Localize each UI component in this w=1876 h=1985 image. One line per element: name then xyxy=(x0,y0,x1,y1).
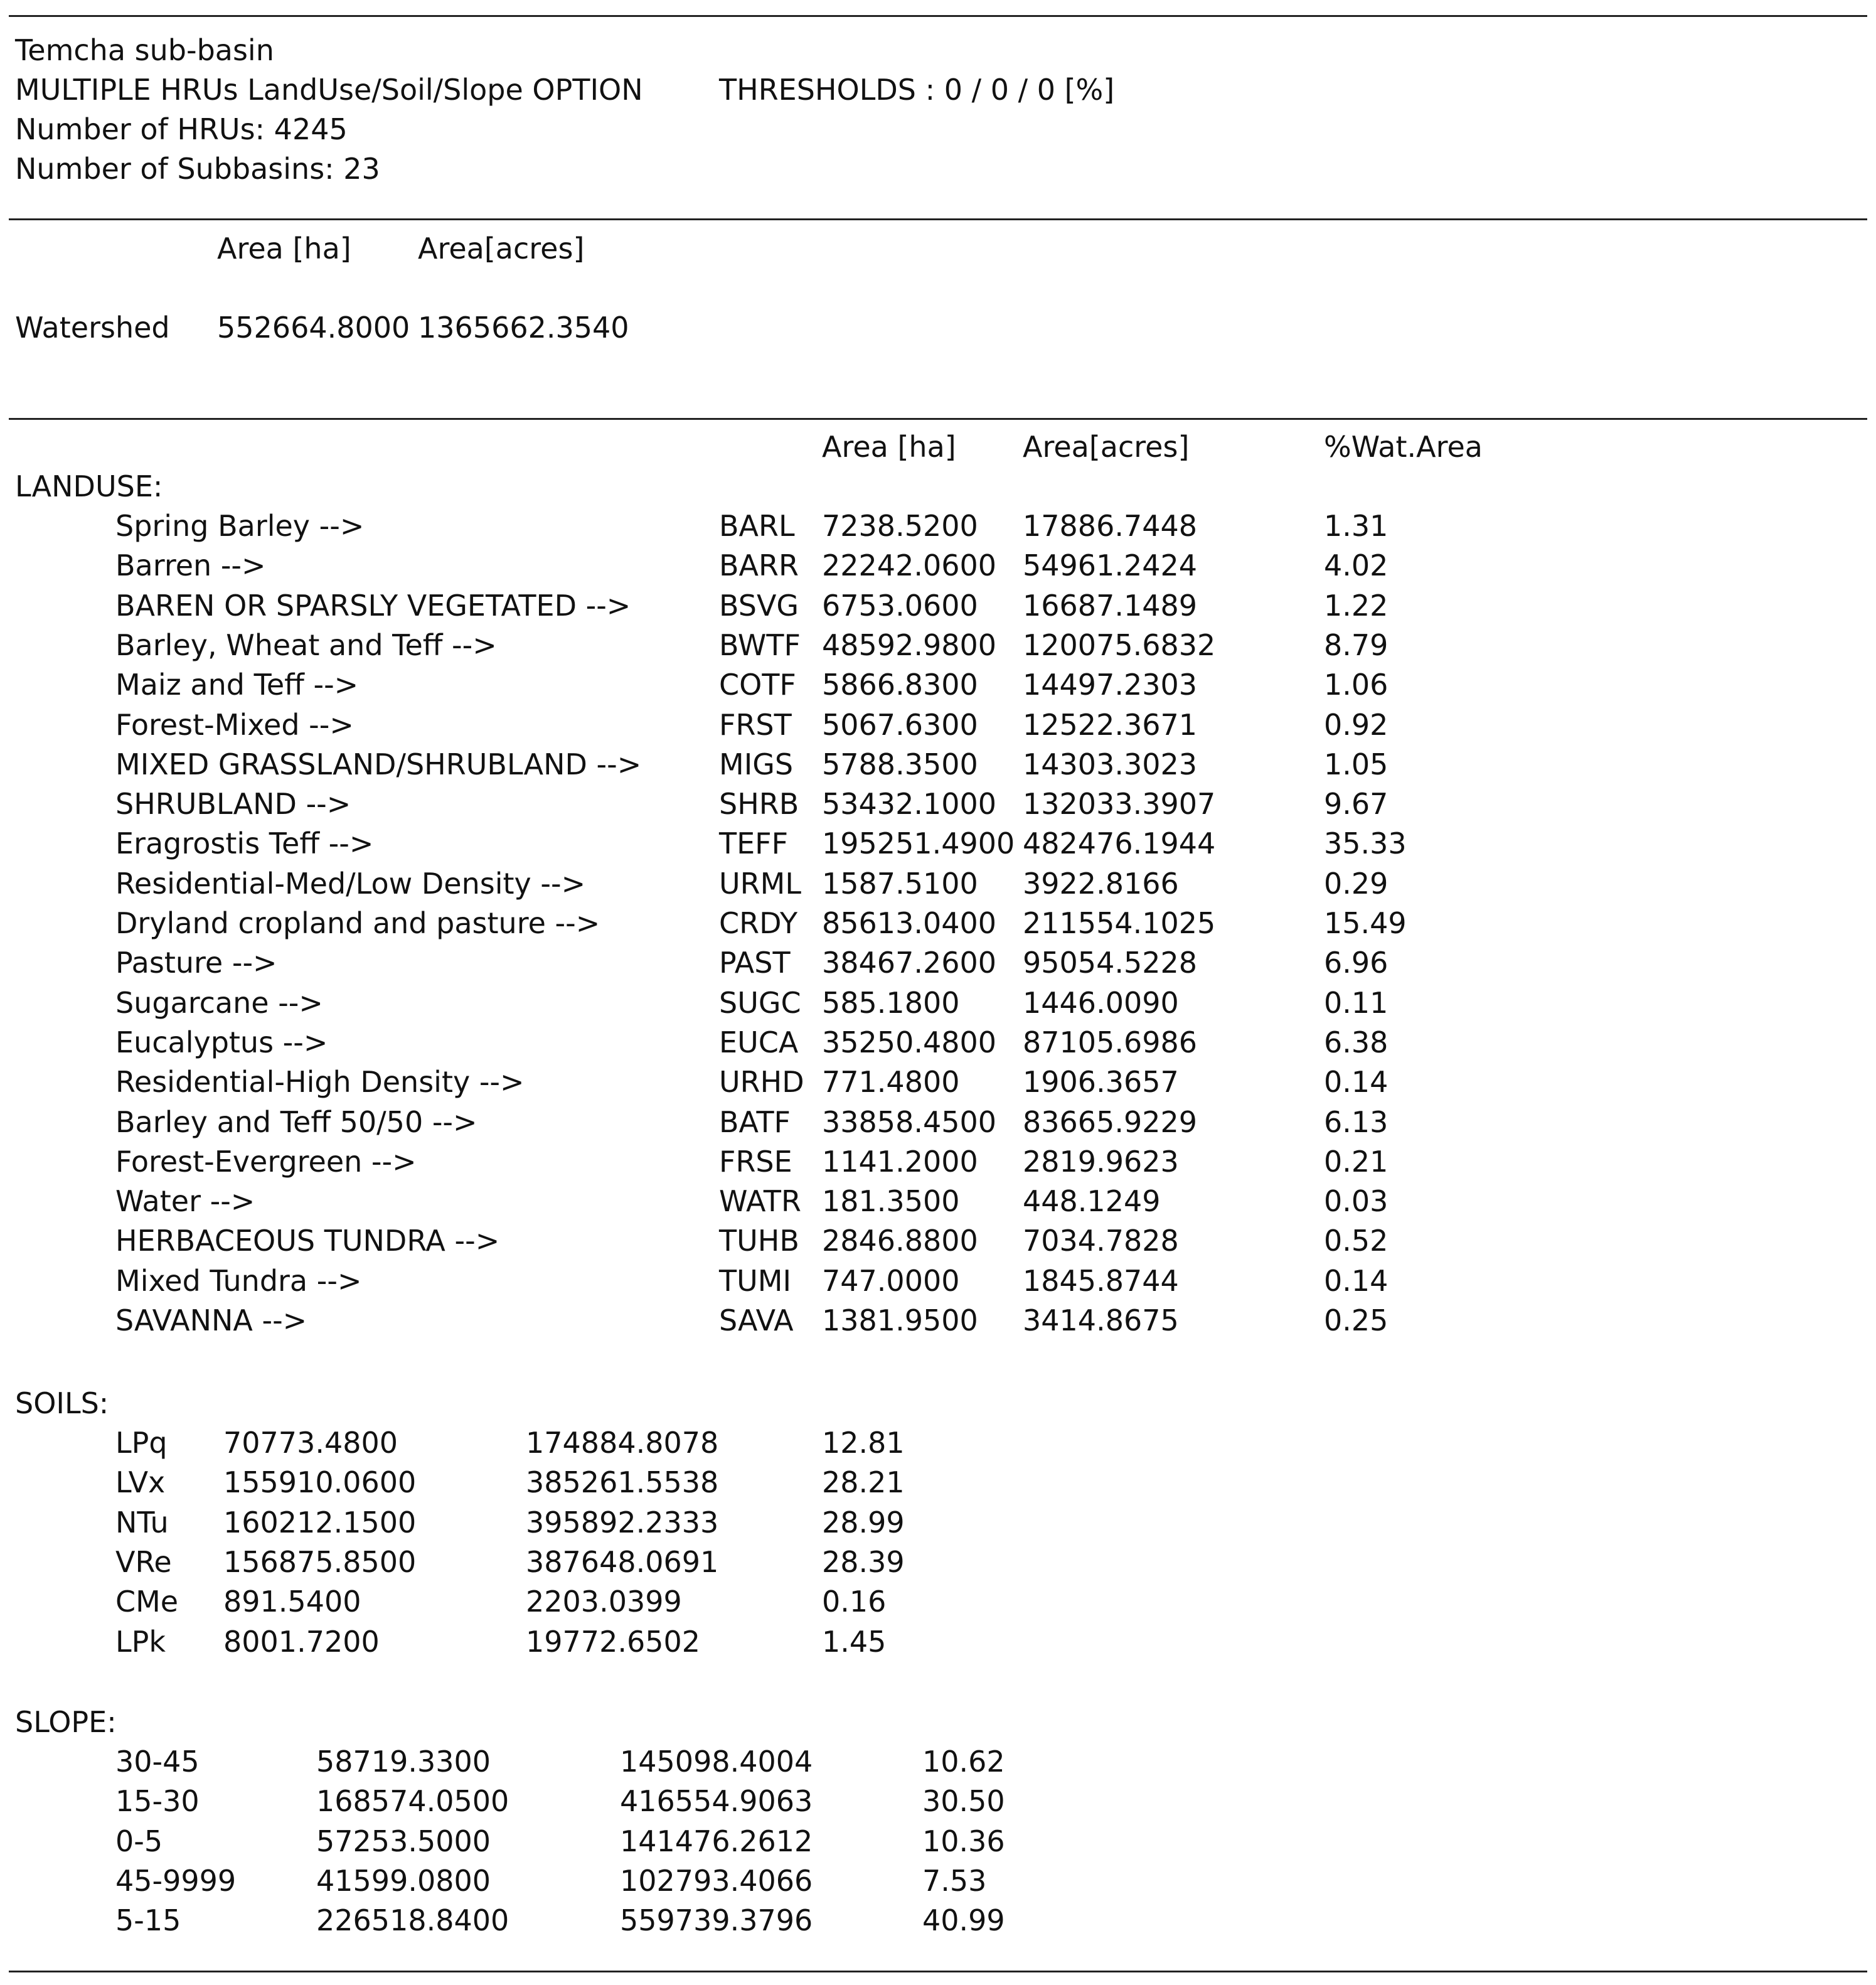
soils-area-acres: 387648.0691 xyxy=(526,1544,719,1579)
landuse-wat-area-pct: 15.49 xyxy=(1324,906,1407,940)
landuse-landuse-name: MIXED GRASSLAND/SHRUBLAND --> xyxy=(115,747,642,781)
divider xyxy=(9,218,1867,220)
soils-soil-name: CMe xyxy=(115,1585,179,1619)
landuse-landuse-code: FRST xyxy=(719,707,792,742)
landuse-wat-area-pct: 0.14 xyxy=(1324,1263,1388,1298)
landuse-area-ha: 585.1800 xyxy=(822,985,960,1020)
landuse-area-ha: 1587.5100 xyxy=(822,866,978,901)
slope-wat-area-pct: 40.99 xyxy=(922,1903,1005,1938)
landuse-landuse-code: TUHB xyxy=(719,1224,799,1258)
soils-soil-name: NTu xyxy=(115,1505,169,1539)
slope-wat-area-pct: 7.53 xyxy=(922,1863,987,1898)
landuse-wat-area-pct: 8.79 xyxy=(1324,628,1388,662)
landuse-area-ha: 38467.2600 xyxy=(822,946,997,980)
landuse-landuse-code: BARL xyxy=(719,509,795,543)
hru-option: MULTIPLE HRUs LandUse/Soil/Slope OPTION xyxy=(15,73,643,107)
landuse-wat-area-pct: 6.13 xyxy=(1324,1105,1388,1139)
landuse-landuse-code: URHD xyxy=(719,1065,804,1100)
landuse-wat-area-pct: 0.29 xyxy=(1324,866,1388,901)
soils-area-acres: 19772.6502 xyxy=(526,1624,701,1659)
landuse-area-ha: 6753.0600 xyxy=(822,588,978,623)
landuse-landuse-code: COTF xyxy=(719,668,796,702)
landuse-landuse-name: Eragrostis Teff --> xyxy=(115,827,374,861)
landuse-landuse-name: Dryland cropland and pasture --> xyxy=(115,906,600,940)
slope-area-ha: 168574.0500 xyxy=(316,1784,509,1819)
slope-area-ha: 57253.5000 xyxy=(316,1824,491,1858)
landuse-landuse-name: HERBACEOUS TUNDRA --> xyxy=(115,1224,500,1258)
landuse-area-ha: 1141.2000 xyxy=(822,1144,978,1179)
landuse-wat-area-pct: 0.14 xyxy=(1324,1065,1388,1100)
slope-slope-class: 30-45 xyxy=(115,1745,200,1779)
landuse-area-ha: 7238.5200 xyxy=(822,509,978,543)
soils-soil-name: LPq xyxy=(115,1426,168,1460)
landuse-landuse-name: Sugarcane --> xyxy=(115,985,323,1020)
landuse-landuse-name: Residential-Med/Low Density --> xyxy=(115,866,586,901)
landuse-area-acres: 7034.7828 xyxy=(1023,1224,1179,1258)
landuse-wat-area-pct: 35.33 xyxy=(1324,827,1407,861)
soils-wat-area-pct: 28.21 xyxy=(822,1465,905,1500)
landuse-landuse-code: SAVA xyxy=(719,1303,794,1337)
landuse-landuse-code: BSVG xyxy=(719,588,799,623)
landuse-area-acres: 211554.1025 xyxy=(1023,906,1216,940)
landuse-landuse-code: TUMI xyxy=(719,1263,792,1298)
slope-area-ha: 226518.8400 xyxy=(316,1903,509,1938)
landuse-area-acres: 120075.6832 xyxy=(1023,628,1216,662)
landuse-area-acres: 1845.8744 xyxy=(1023,1263,1179,1298)
landuse-area-acres: 448.1249 xyxy=(1023,1184,1161,1219)
landuse-landuse-name: Barley and Teff 50/50 --> xyxy=(115,1105,477,1139)
landuse-wat-area-pct: 1.05 xyxy=(1324,747,1388,781)
landuse-area-ha: 195251.4900 xyxy=(822,827,1015,861)
soils-area-ha: 891.5400 xyxy=(223,1585,361,1619)
landuse-area-ha: 53432.1000 xyxy=(822,787,997,821)
soils-soil-name: LVx xyxy=(115,1465,166,1500)
landuse-wat-area-pct: 9.67 xyxy=(1324,787,1388,821)
landuse-landuse-name: Mixed Tundra --> xyxy=(115,1263,362,1298)
soils-wat-area-pct: 12.81 xyxy=(822,1426,905,1460)
divider xyxy=(9,15,1867,17)
landuse-area-ha: 48592.9800 xyxy=(822,628,997,662)
slope-slope-class: 15-30 xyxy=(115,1784,200,1819)
slope-heading: SLOPE: xyxy=(15,1705,117,1739)
landuse-area-ha: 33858.4500 xyxy=(822,1105,997,1139)
landuse-wat-area-pct: 0.52 xyxy=(1324,1224,1388,1258)
landuse-landuse-code: BWTF xyxy=(719,628,801,662)
slope-area-acres: 141476.2612 xyxy=(620,1824,813,1858)
slope-area-ha: 41599.0800 xyxy=(316,1863,491,1898)
hru-count: Number of HRUs: 4245 xyxy=(15,112,348,146)
landuse-wat-area-pct: 1.06 xyxy=(1324,668,1388,702)
landuse-heading: LANDUSE: xyxy=(15,469,163,503)
landuse-area-ha: 35250.4800 xyxy=(822,1025,997,1059)
landuse-landuse-name: Barley, Wheat and Teff --> xyxy=(115,628,497,662)
soils-area-ha: 160212.1500 xyxy=(223,1505,417,1539)
divider xyxy=(9,1971,1867,1972)
soils-soil-name: VRe xyxy=(115,1544,172,1579)
landuse-area-acres: 95054.5228 xyxy=(1023,946,1198,980)
slope-area-acres: 559739.3796 xyxy=(620,1903,813,1938)
thresholds: THRESHOLDS : 0 / 0 / 0 [%] xyxy=(719,73,1115,107)
soils-area-acres: 174884.8078 xyxy=(526,1426,719,1460)
slope-area-acres: 145098.4004 xyxy=(620,1745,813,1779)
landuse-area-acres: 2819.9623 xyxy=(1023,1144,1179,1179)
soils-wat-area-pct: 28.99 xyxy=(822,1505,905,1539)
landuse-area-ha: 5866.8300 xyxy=(822,668,978,702)
landuse-wat-area-pct: 0.03 xyxy=(1324,1184,1388,1219)
watershed-area-ha: 552664.8000 xyxy=(217,311,410,345)
landuse-landuse-code: URML xyxy=(719,866,801,901)
soils-area-ha: 8001.7200 xyxy=(223,1624,380,1659)
soils-area-acres: 2203.0399 xyxy=(526,1585,682,1619)
landuse-wat-area-pct: 0.11 xyxy=(1324,985,1388,1020)
landuse-wat-area-pct: 4.02 xyxy=(1324,548,1388,583)
landuse-landuse-name: SHRUBLAND --> xyxy=(115,787,351,821)
col-area-ha: Area [ha] xyxy=(822,430,956,464)
landuse-wat-area-pct: 0.21 xyxy=(1324,1144,1388,1179)
landuse-area-ha: 181.3500 xyxy=(822,1184,960,1219)
soils-heading: SOILS: xyxy=(15,1386,109,1420)
landuse-area-acres: 1446.0090 xyxy=(1023,985,1179,1020)
landuse-area-ha: 85613.0400 xyxy=(822,906,997,940)
landuse-wat-area-pct: 0.25 xyxy=(1324,1303,1388,1337)
watershed-area-acres: 1365662.3540 xyxy=(418,311,629,345)
landuse-landuse-code: TEFF xyxy=(719,827,789,861)
landuse-landuse-name: Forest-Mixed --> xyxy=(115,707,354,742)
landuse-area-acres: 3922.8166 xyxy=(1023,866,1179,901)
landuse-area-acres: 14497.2303 xyxy=(1023,668,1198,702)
landuse-area-ha: 5788.3500 xyxy=(822,747,978,781)
soils-wat-area-pct: 1.45 xyxy=(822,1624,887,1659)
landuse-landuse-code: CRDY xyxy=(719,906,798,940)
landuse-landuse-name: Maiz and Teff --> xyxy=(115,668,359,702)
landuse-landuse-code: BARR xyxy=(719,548,799,583)
col-area-acres: Area[acres] xyxy=(1023,430,1190,464)
landuse-landuse-code: FRSE xyxy=(719,1144,792,1179)
landuse-area-acres: 17886.7448 xyxy=(1023,509,1198,543)
col-area-ha: Area [ha] xyxy=(217,232,351,265)
soils-area-ha: 156875.8500 xyxy=(223,1544,417,1579)
divider xyxy=(9,418,1867,420)
slope-slope-class: 0-5 xyxy=(115,1824,163,1858)
slope-area-ha: 58719.3300 xyxy=(316,1745,491,1779)
landuse-landuse-name: Spring Barley --> xyxy=(115,509,365,543)
landuse-wat-area-pct: 1.31 xyxy=(1324,509,1388,543)
landuse-area-ha: 22242.0600 xyxy=(822,548,997,583)
landuse-landuse-code: EUCA xyxy=(719,1025,799,1059)
landuse-wat-area-pct: 6.96 xyxy=(1324,946,1388,980)
soils-wat-area-pct: 28.39 xyxy=(822,1544,905,1579)
landuse-landuse-name: SAVANNA --> xyxy=(115,1303,307,1337)
landuse-area-ha: 5067.6300 xyxy=(822,707,978,742)
col-area-acres: Area[acres] xyxy=(418,232,585,265)
soils-soil-name: LPk xyxy=(115,1624,166,1659)
landuse-area-acres: 3414.8675 xyxy=(1023,1303,1179,1337)
landuse-landuse-code: SHRB xyxy=(719,787,799,821)
landuse-landuse-name: Residential-High Density --> xyxy=(115,1065,525,1100)
landuse-landuse-name: Pasture --> xyxy=(115,946,277,980)
landuse-area-ha: 1381.9500 xyxy=(822,1303,978,1337)
landuse-landuse-name: Barren --> xyxy=(115,548,266,583)
watershed-label: Watershed xyxy=(15,311,170,345)
slope-wat-area-pct: 10.36 xyxy=(922,1824,1005,1858)
slope-area-acres: 102793.4066 xyxy=(620,1863,813,1898)
col-wat-area-pct: %Wat.Area xyxy=(1324,430,1483,464)
landuse-area-acres: 132033.3907 xyxy=(1023,787,1216,821)
landuse-landuse-code: SUGC xyxy=(719,985,801,1020)
landuse-landuse-code: PAST xyxy=(719,946,791,980)
landuse-area-ha: 747.0000 xyxy=(822,1263,960,1298)
landuse-area-acres: 12522.3671 xyxy=(1023,707,1198,742)
soils-area-acres: 395892.2333 xyxy=(526,1505,719,1539)
landuse-wat-area-pct: 0.92 xyxy=(1324,707,1388,742)
landuse-area-acres: 1906.3657 xyxy=(1023,1065,1179,1100)
slope-wat-area-pct: 30.50 xyxy=(922,1784,1005,1819)
slope-wat-area-pct: 10.62 xyxy=(922,1745,1005,1779)
soils-area-ha: 70773.4800 xyxy=(223,1426,398,1460)
landuse-landuse-name: Eucalyptus --> xyxy=(115,1025,328,1059)
landuse-area-ha: 2846.8800 xyxy=(822,1224,978,1258)
landuse-area-acres: 482476.1944 xyxy=(1023,827,1216,861)
landuse-area-acres: 83665.9229 xyxy=(1023,1105,1198,1139)
landuse-area-acres: 16687.1489 xyxy=(1023,588,1198,623)
slope-slope-class: 45-9999 xyxy=(115,1863,237,1898)
landuse-wat-area-pct: 1.22 xyxy=(1324,588,1388,623)
slope-area-acres: 416554.9063 xyxy=(620,1784,813,1819)
landuse-landuse-name: Water --> xyxy=(115,1184,255,1219)
soils-area-acres: 385261.5538 xyxy=(526,1465,719,1500)
landuse-landuse-name: BAREN OR SPARSLY VEGETATED --> xyxy=(115,588,631,623)
landuse-area-acres: 87105.6986 xyxy=(1023,1025,1198,1059)
landuse-landuse-code: BATF xyxy=(719,1105,791,1139)
landuse-landuse-name: Forest-Evergreen --> xyxy=(115,1144,417,1179)
soils-wat-area-pct: 0.16 xyxy=(822,1585,887,1619)
landuse-area-ha: 771.4800 xyxy=(822,1065,960,1100)
landuse-landuse-code: MIGS xyxy=(719,747,794,781)
subbasin-count: Number of Subbasins: 23 xyxy=(15,152,380,186)
landuse-area-acres: 54961.2424 xyxy=(1023,548,1198,583)
landuse-area-acres: 14303.3023 xyxy=(1023,747,1198,781)
soils-area-ha: 155910.0600 xyxy=(223,1465,417,1500)
slope-slope-class: 5-15 xyxy=(115,1903,181,1938)
landuse-wat-area-pct: 6.38 xyxy=(1324,1025,1388,1059)
report-title: Temcha sub-basin xyxy=(15,33,274,67)
landuse-landuse-code: WATR xyxy=(719,1184,801,1219)
